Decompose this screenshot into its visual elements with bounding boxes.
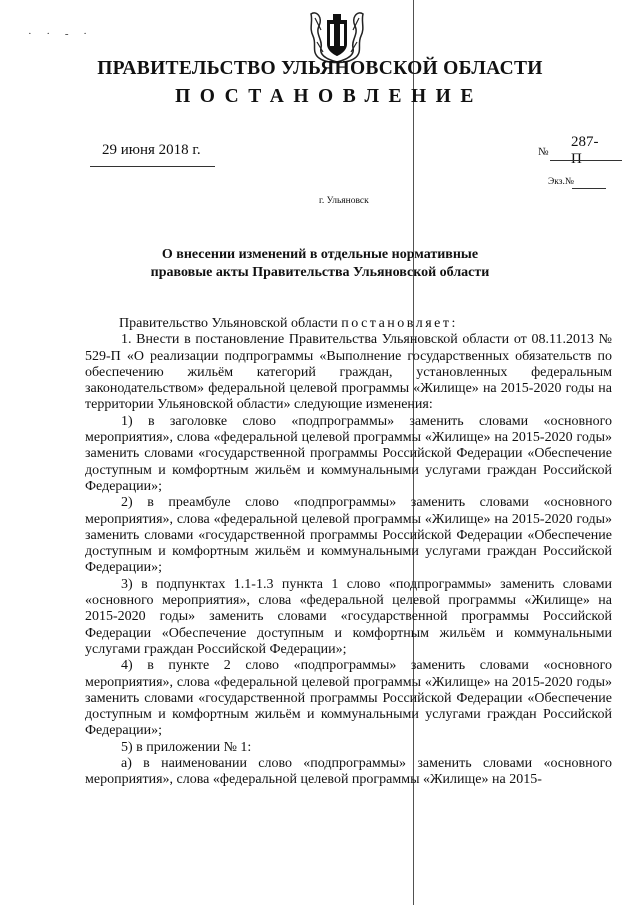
paragraph-1-1: 1) в заголовке слово «подпрограммы» заменить словами «основного мероприятия», слова «федеральной целевой программы «Жилище» на 2015-2020 годы» заменить словами «государственной программы Российской Федерации «Обеспечение доступным и комфортным жильём и коммунальными услугами граждан Российской Федерации»; xyxy=(85,413,612,494)
subject-line-2: правовые акты Правительства Ульяновской области xyxy=(150,265,490,280)
document-type: ПОСТАНОВЛЕНИЕ xyxy=(175,86,483,107)
number-underline xyxy=(550,160,622,161)
copy-number-label: Экз.№ xyxy=(548,177,574,187)
paragraph-1-2: 2) в преамбуле слово «подпрограммы» заменить словами «основного мероприятия», слова «федеральной целевой программы «Жилище» на 2015-2020 годы» заменить словами «государственной программы Российской Федерации «Обеспечение доступным и комфортным жильём и коммунальными услугами граждан Российской Федерации»; xyxy=(85,495,612,576)
copy-number-underline xyxy=(572,188,606,189)
paragraph-1: 1. Внести в постановление Правительства Ульяновской области от 08.11.2013 № 529-П «О реализации подпрограммы «Выполнение государственных обязательств по обеспечению жильём категорий граждан, установленных федеральным законодательством» федеральной целевой программы «Жилище» на 2015-2020 годы на территории Ульяновской области» следующие изменения: xyxy=(85,332,612,413)
intro-prefix: Правительство Ульяновской области xyxy=(119,316,338,331)
paragraph-1-3: 3) в подпунктах 1.1-1.3 пункта 1 слово «подпрограммы» заменить словами «основного мероприятия», слова «федеральной целевой программы «Жилище» на 2015-2020 годы» заменить словами «государственной программы Российской Федерации «Обеспечение доступным и комфортным жильём и коммунальными услугами граждан Российской Федерации»; xyxy=(85,576,612,657)
number-value: 287-П xyxy=(571,134,599,167)
city: г. Ульяновск xyxy=(319,196,369,206)
scan-specks: · · - · xyxy=(28,28,93,40)
subject-line-1: О внесении изменений в отдельные нормативные xyxy=(161,247,479,262)
paragraph-1-5: 5) в приложении № 1: xyxy=(121,739,252,755)
number-sign: № xyxy=(538,146,549,158)
intro-keyword: постановляет: xyxy=(341,316,458,331)
paragraph-1-4: 4) в пункте 2 слово «подпрограммы» заменить словами «основного мероприятия», слова «федеральной целевой программы «Жилище» на 2015-2020 годы» заменить словами «государственной программы Российской Федерации «Обеспечение доступным и комфортным жильём и коммунальными услугами граждан Российской Федерации»; xyxy=(85,658,612,739)
date-underline xyxy=(90,166,215,167)
document-date: 29 июня 2018 г. xyxy=(102,142,201,158)
document-subject xyxy=(0,246,640,282)
coat-of-arms-icon xyxy=(307,8,367,64)
government-title: ПРАВИТЕЛЬСТВО УЛЬЯНОВСКОЙ ОБЛАСТИ xyxy=(97,58,543,79)
paragraph-1-5-a: а) в наименовании слово «подпрограммы» заменить словами «основного мероприятия», слова «федеральной целевой программы «Жилище» на 2015- xyxy=(85,756,612,788)
document-body xyxy=(85,316,612,789)
intro-paragraph xyxy=(85,316,612,332)
